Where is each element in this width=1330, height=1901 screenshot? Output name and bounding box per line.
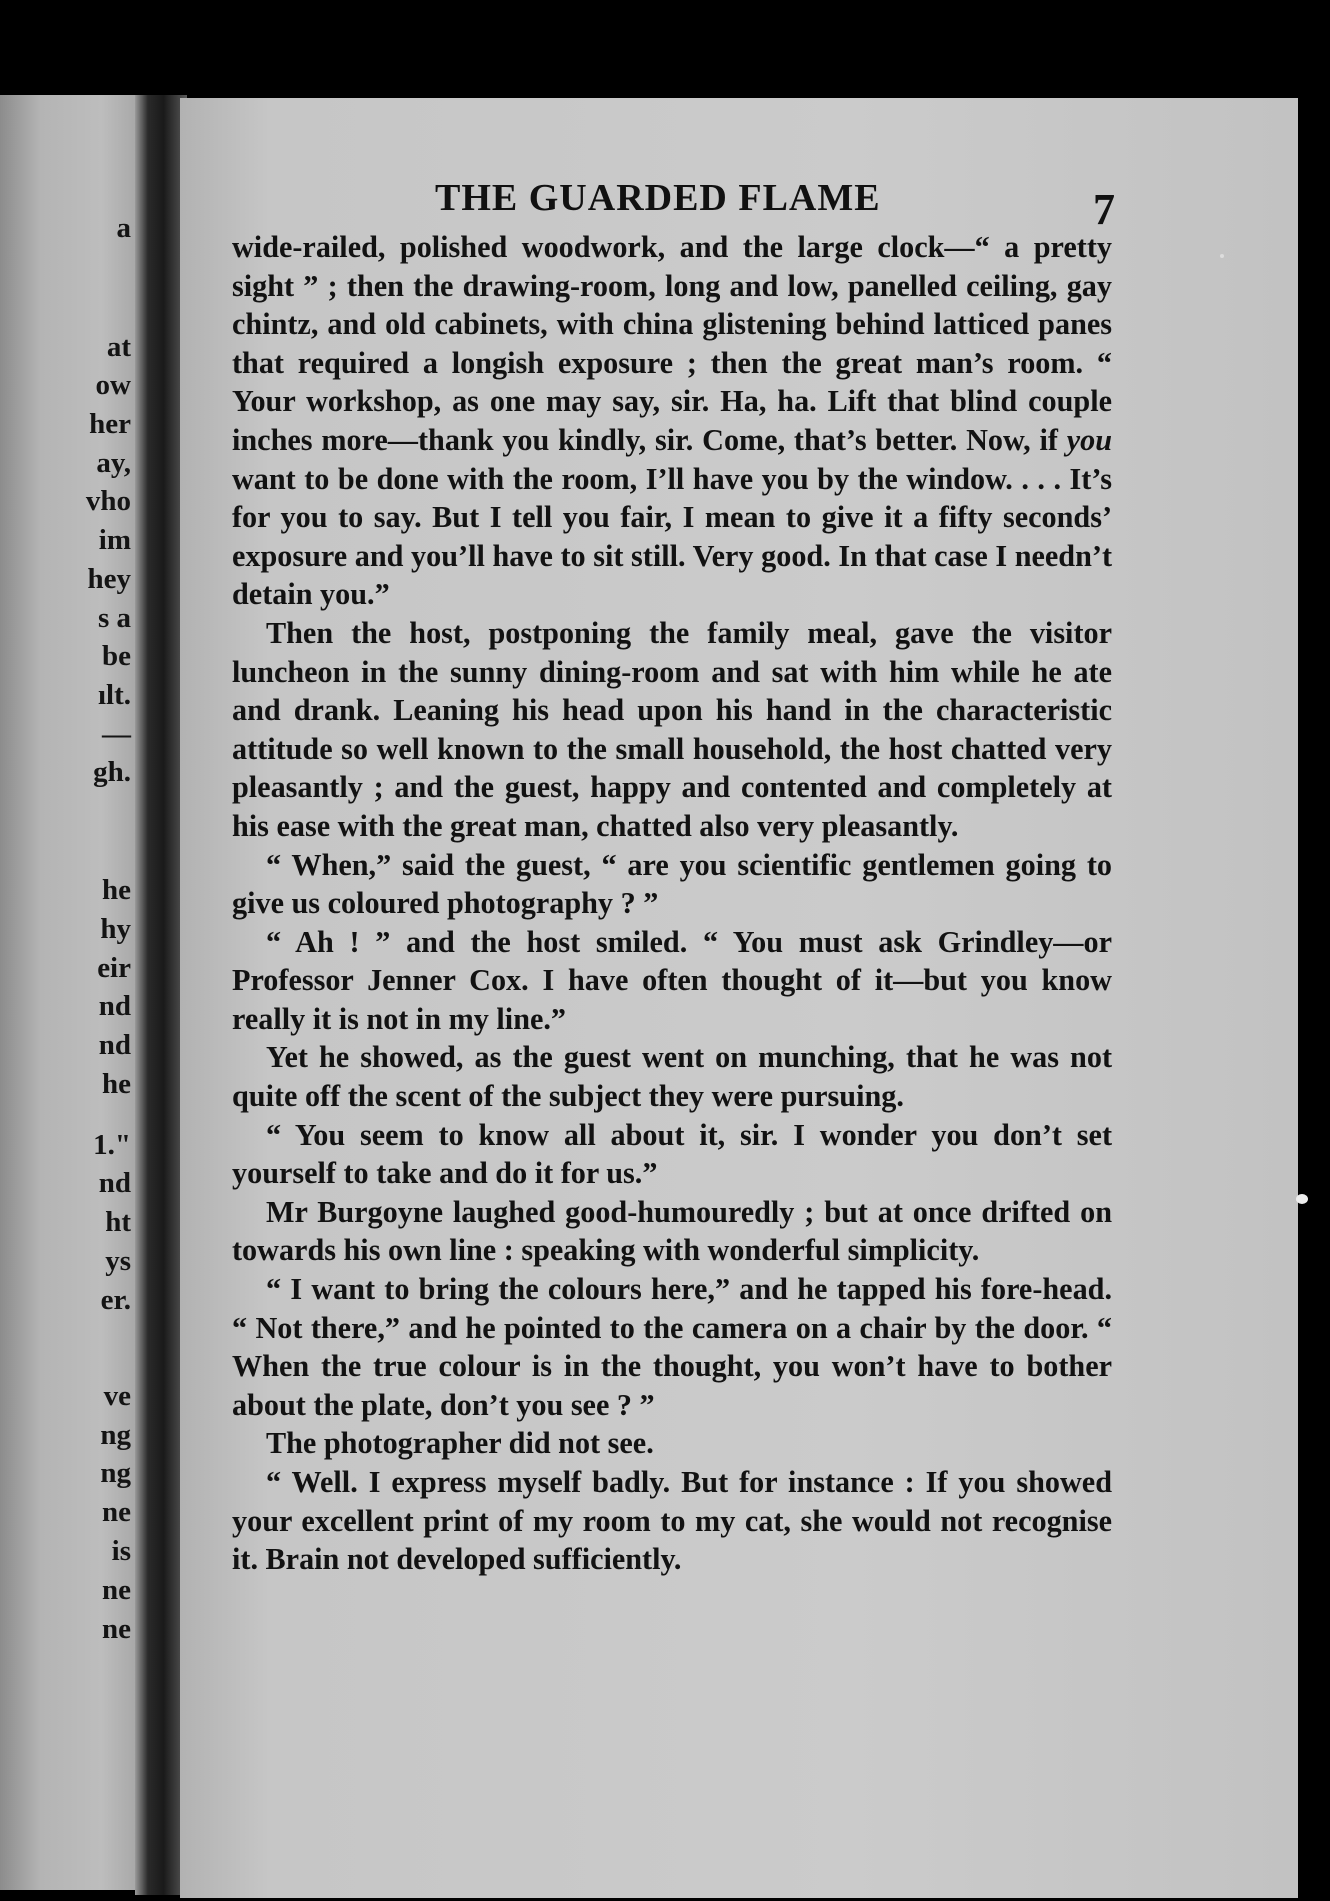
paragraph-text: wide-railed, polished woodwork, and the large clock—“ a pretty sight ” ; then the drawing-room, long and low, panelled ceiling, gay chintz, and old cabinets, with china glistening behind latticed panes that required a longish exposure ; then the great man’s room. “ Your workshop, as one may say, sir. Ha, ha. Lift that blind couple inches more—thank you kindly, sir. Come, that’s better. Now, if (232, 230, 1112, 457)
previous-page-fragment (0, 95, 135, 1890)
previous-page-line-fragment: ys (105, 1245, 131, 1277)
paragraph-text: Mr Burgoyne laughed good-humouredly ; but at once drifted on towards his own line : speaking with wonderful simplicity. (232, 1194, 1112, 1268)
dust-speck (1296, 1194, 1308, 1204)
page-body (232, 228, 1112, 1579)
previous-page-line-fragment: nd (98, 1029, 131, 1061)
previous-page-line-fragment: ve (103, 1380, 131, 1412)
paragraph-text: Yet he showed, as the guest went on munching, that he was not quite off the scent of the subject they were pursuing. (232, 1040, 1112, 1114)
paragraph (232, 1270, 1112, 1424)
paragraph-text: “ I want to bring the colours here,” and he tapped his fore-head. “ Not there,” and he pointed to the camera on a chair by the door. “ When the true colour is in the thought, you won’t have to bother about the plate, don’t you see ? ” (232, 1272, 1112, 1422)
paragraph (232, 1193, 1112, 1270)
paragraph (232, 1116, 1112, 1193)
paragraph (232, 614, 1112, 846)
previous-page-line-fragment: ht (105, 1206, 131, 1238)
previous-page-line-fragment: ng (100, 1457, 131, 1489)
paragraph-text: “ Well. I express myself badly. But for instance : If you showed your excellent print of my room to my cat, she would not recognise it. Brain not developed sufficiently. (232, 1465, 1112, 1577)
paragraph (232, 1463, 1112, 1579)
paragraph-text: “ When,” said the guest, “ are you scientific gentlemen going to give us coloured photography ? ” (232, 847, 1112, 921)
previous-page-line-fragment: at (106, 331, 131, 363)
previous-page-line-fragment: ng (100, 1419, 131, 1451)
previous-page-line-fragment: — (102, 718, 131, 750)
paragraph (232, 1424, 1112, 1463)
previous-page-line-fragment: 1." (93, 1129, 131, 1161)
previous-page-line-fragment: er. (100, 1284, 131, 1316)
previous-page-line-fragment: a (116, 212, 131, 244)
paragraph (232, 923, 1112, 1039)
previous-page-line-fragment: ow (95, 369, 131, 401)
paragraph (232, 228, 1112, 614)
paragraph-text: The photographer did not see. (266, 1426, 654, 1461)
previous-page-line-fragment: ılt. (97, 679, 131, 711)
previous-page-line-fragment: is (111, 1535, 131, 1567)
previous-page-line-fragment: he (102, 874, 131, 906)
previous-page-line-fragment: hey (87, 563, 131, 595)
previous-page-line-fragment: he (102, 1068, 131, 1100)
paragraph-text: want to be done with the room, I’ll have you by the window. . . . It’s for you to say. But I tell you fair, I mean to give it a fifty seconds’ exposure and you’ll have to sit still. Very good. In that case I needn’t detain you.” (232, 461, 1112, 612)
previous-page-line-fragment: her (89, 408, 131, 440)
paragraph (232, 846, 1112, 923)
italic-text: you (1066, 422, 1112, 457)
paragraph (232, 1038, 1112, 1115)
page-number: 7 (1093, 185, 1115, 234)
previous-page-line-fragment: eir (97, 952, 131, 984)
paragraph-text: Then the host, postponing the family meal, gave the visitor luncheon in the sunny dining-room and sat with him while he ate and drank. Leaning his head upon his hand in the characteristic attitude so well known to the small household, the host chatted very pleasantly ; and the guest, happy and contented and completely at his ease with the great man, chatted also very pleasantly. (232, 615, 1112, 843)
previous-page-line-fragment: ay, (96, 447, 131, 479)
previous-page-line-fragment: hy (100, 913, 131, 945)
previous-page-line-fragment: im (98, 524, 131, 556)
previous-page-line-fragment: ne (102, 1496, 131, 1528)
previous-page-line-fragment: nd (98, 990, 131, 1022)
previous-page-line-fragment: nd (98, 1167, 131, 1199)
previous-page-line-fragment: ne (102, 1613, 131, 1645)
previous-page-line-fragment: vho (85, 485, 131, 517)
paragraph-text: “ Ah ! ” and the host smiled. “ You must ask Grindley—or Professor Jenner Cox. I have often thought of it—but you know really it is not in my line.” (232, 924, 1112, 1036)
previous-page-line-fragment: ne (102, 1574, 131, 1606)
previous-page-line-fragment: be (102, 640, 131, 672)
paragraph-text: “ You seem to know all about it, sir. I wonder you don’t set yourself to take and do it for us.” (232, 1117, 1112, 1191)
running-head: THE GUARDED FLAME (435, 177, 881, 219)
previous-page-line-fragment: s a (97, 602, 131, 634)
previous-page-line-fragment: gh. (93, 756, 131, 788)
dust-speck (1220, 254, 1224, 258)
